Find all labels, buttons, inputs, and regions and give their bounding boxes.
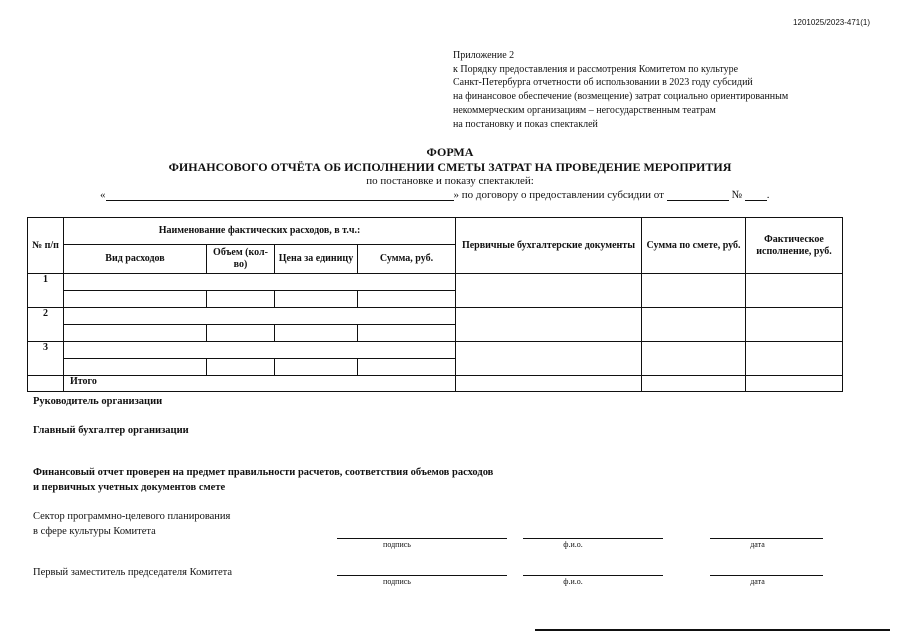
sector-signature-line[interactable] <box>337 538 507 539</box>
table-cell[interactable] <box>358 359 456 376</box>
contract-line <box>100 189 769 201</box>
appendix-line: на постановку и показ спектаклей <box>453 118 598 130</box>
header-actual: Фактическое исполнение, руб. <box>746 218 843 274</box>
table-cell[interactable] <box>207 291 275 308</box>
sector-date-line[interactable] <box>710 538 823 539</box>
table-cell[interactable] <box>275 359 358 376</box>
table-cell[interactable] <box>275 325 358 342</box>
sector-label-line1: Сектор программно-целевого планирования <box>33 511 231 522</box>
header-volume: Объем (кол-во) <box>207 245 275 274</box>
form-title <box>0 145 900 187</box>
document-id: 1201025/2023-471(1) <box>793 18 870 27</box>
sector-name-line[interactable] <box>523 538 663 539</box>
appendix-line: некоммерческим организациям – негосударственным театрам <box>453 104 716 116</box>
table-cell[interactable] <box>456 376 642 392</box>
caption-name: ф.и.о. <box>563 540 583 549</box>
table-cell[interactable] <box>64 291 207 308</box>
deputy-name-line[interactable] <box>523 575 663 576</box>
appendix-line: Санкт-Петербурга отчетности об использовании в 2023 году субсидий <box>453 77 753 89</box>
table-cell[interactable] <box>64 274 456 291</box>
table-cell[interactable] <box>456 274 642 308</box>
chief-accountant-label: Главный бухгалтер организации <box>33 425 189 436</box>
header-price: Цена за единицу <box>275 245 358 274</box>
table-cell[interactable] <box>746 342 843 376</box>
table-cell[interactable] <box>64 325 207 342</box>
appendix-header <box>453 49 788 131</box>
contract-text: » по договору о предоставлении субсидии от <box>453 189 664 201</box>
footer-rule <box>535 629 890 631</box>
caption-name: ф.и.о. <box>563 577 583 586</box>
caption-signature: подпись <box>383 540 411 549</box>
table-cell[interactable] <box>642 308 746 342</box>
caption-date: дата <box>750 540 765 549</box>
contract-date-blank <box>667 200 729 201</box>
table-cell[interactable] <box>456 342 642 376</box>
title-form: ФОРМА <box>426 145 474 159</box>
expense-report-table <box>27 217 843 392</box>
header-sum: Сумма, руб. <box>358 245 456 274</box>
table-cell[interactable] <box>207 325 275 342</box>
table-cell[interactable] <box>746 308 843 342</box>
deputy-chairman-label: Первый заместитель председателя Комитета <box>33 567 233 578</box>
head-of-organization-label: Руководитель организации <box>33 396 163 407</box>
checked-statement-line1: Финансовый отчет проверен на предмет правильности расчетов, соответствия объемов расходов <box>33 467 494 478</box>
row-number: 2 <box>28 308 64 342</box>
contract-end: . <box>766 189 770 201</box>
caption-signature: подпись <box>383 577 411 586</box>
total-label: Итого <box>64 376 456 392</box>
deputy-signature-line[interactable] <box>337 575 507 576</box>
table-cell[interactable] <box>358 325 456 342</box>
header-number: № п/п <box>28 218 64 274</box>
title-sub: по постановке и показу спектаклей: <box>366 175 534 187</box>
number-sign: № <box>731 189 742 201</box>
sector-label <box>33 509 230 539</box>
header-expenses-group: Наименование фактических расходов, в т.ч.: <box>64 218 456 245</box>
appendix-line: на финансовое обеспечение (возмещение) затрат социально ориентированным <box>453 91 789 103</box>
table-cell[interactable] <box>64 359 207 376</box>
event-name-blank <box>106 200 454 201</box>
appendix-line: Приложение 2 <box>453 50 515 61</box>
caption-date: дата <box>750 577 765 586</box>
sector-label-line2: в сфере культуры Комитета <box>33 526 156 537</box>
table-cell[interactable] <box>358 291 456 308</box>
table-cell[interactable] <box>642 342 746 376</box>
deputy-date-line[interactable] <box>710 575 823 576</box>
table-cell[interactable] <box>456 308 642 342</box>
row-number: 3 <box>28 342 64 376</box>
table-cell <box>28 376 64 392</box>
title-main: ФИНАНСОВОГО ОТЧЁТА ОБ ИСПОЛНЕНИИ СМЕТЫ ЗАТРАТ НА ПРОВЕДЕНИЕ МЕРОПРИТИЯ <box>168 160 732 174</box>
table-cell[interactable] <box>207 359 275 376</box>
table-cell[interactable] <box>64 342 456 359</box>
row-number: 1 <box>28 274 64 308</box>
header-estimate: Сумма по смете, руб. <box>642 218 746 274</box>
contract-number-blank <box>745 200 767 201</box>
header-type: Вид расходов <box>64 245 207 274</box>
table-cell[interactable] <box>275 291 358 308</box>
table-cell[interactable] <box>64 308 456 325</box>
table-cell[interactable] <box>642 274 746 308</box>
header-documents: Первичные бухгалтерские документы <box>456 218 642 274</box>
appendix-line: к Порядку предоставления и рассмотрения Комитетом по культуре <box>453 63 739 75</box>
checked-statement-line2: и первичных учетных документов смете <box>33 482 226 493</box>
open-quote: « <box>100 189 106 201</box>
table-cell[interactable] <box>642 376 746 392</box>
table-cell[interactable] <box>746 376 843 392</box>
table-cell[interactable] <box>746 274 843 308</box>
